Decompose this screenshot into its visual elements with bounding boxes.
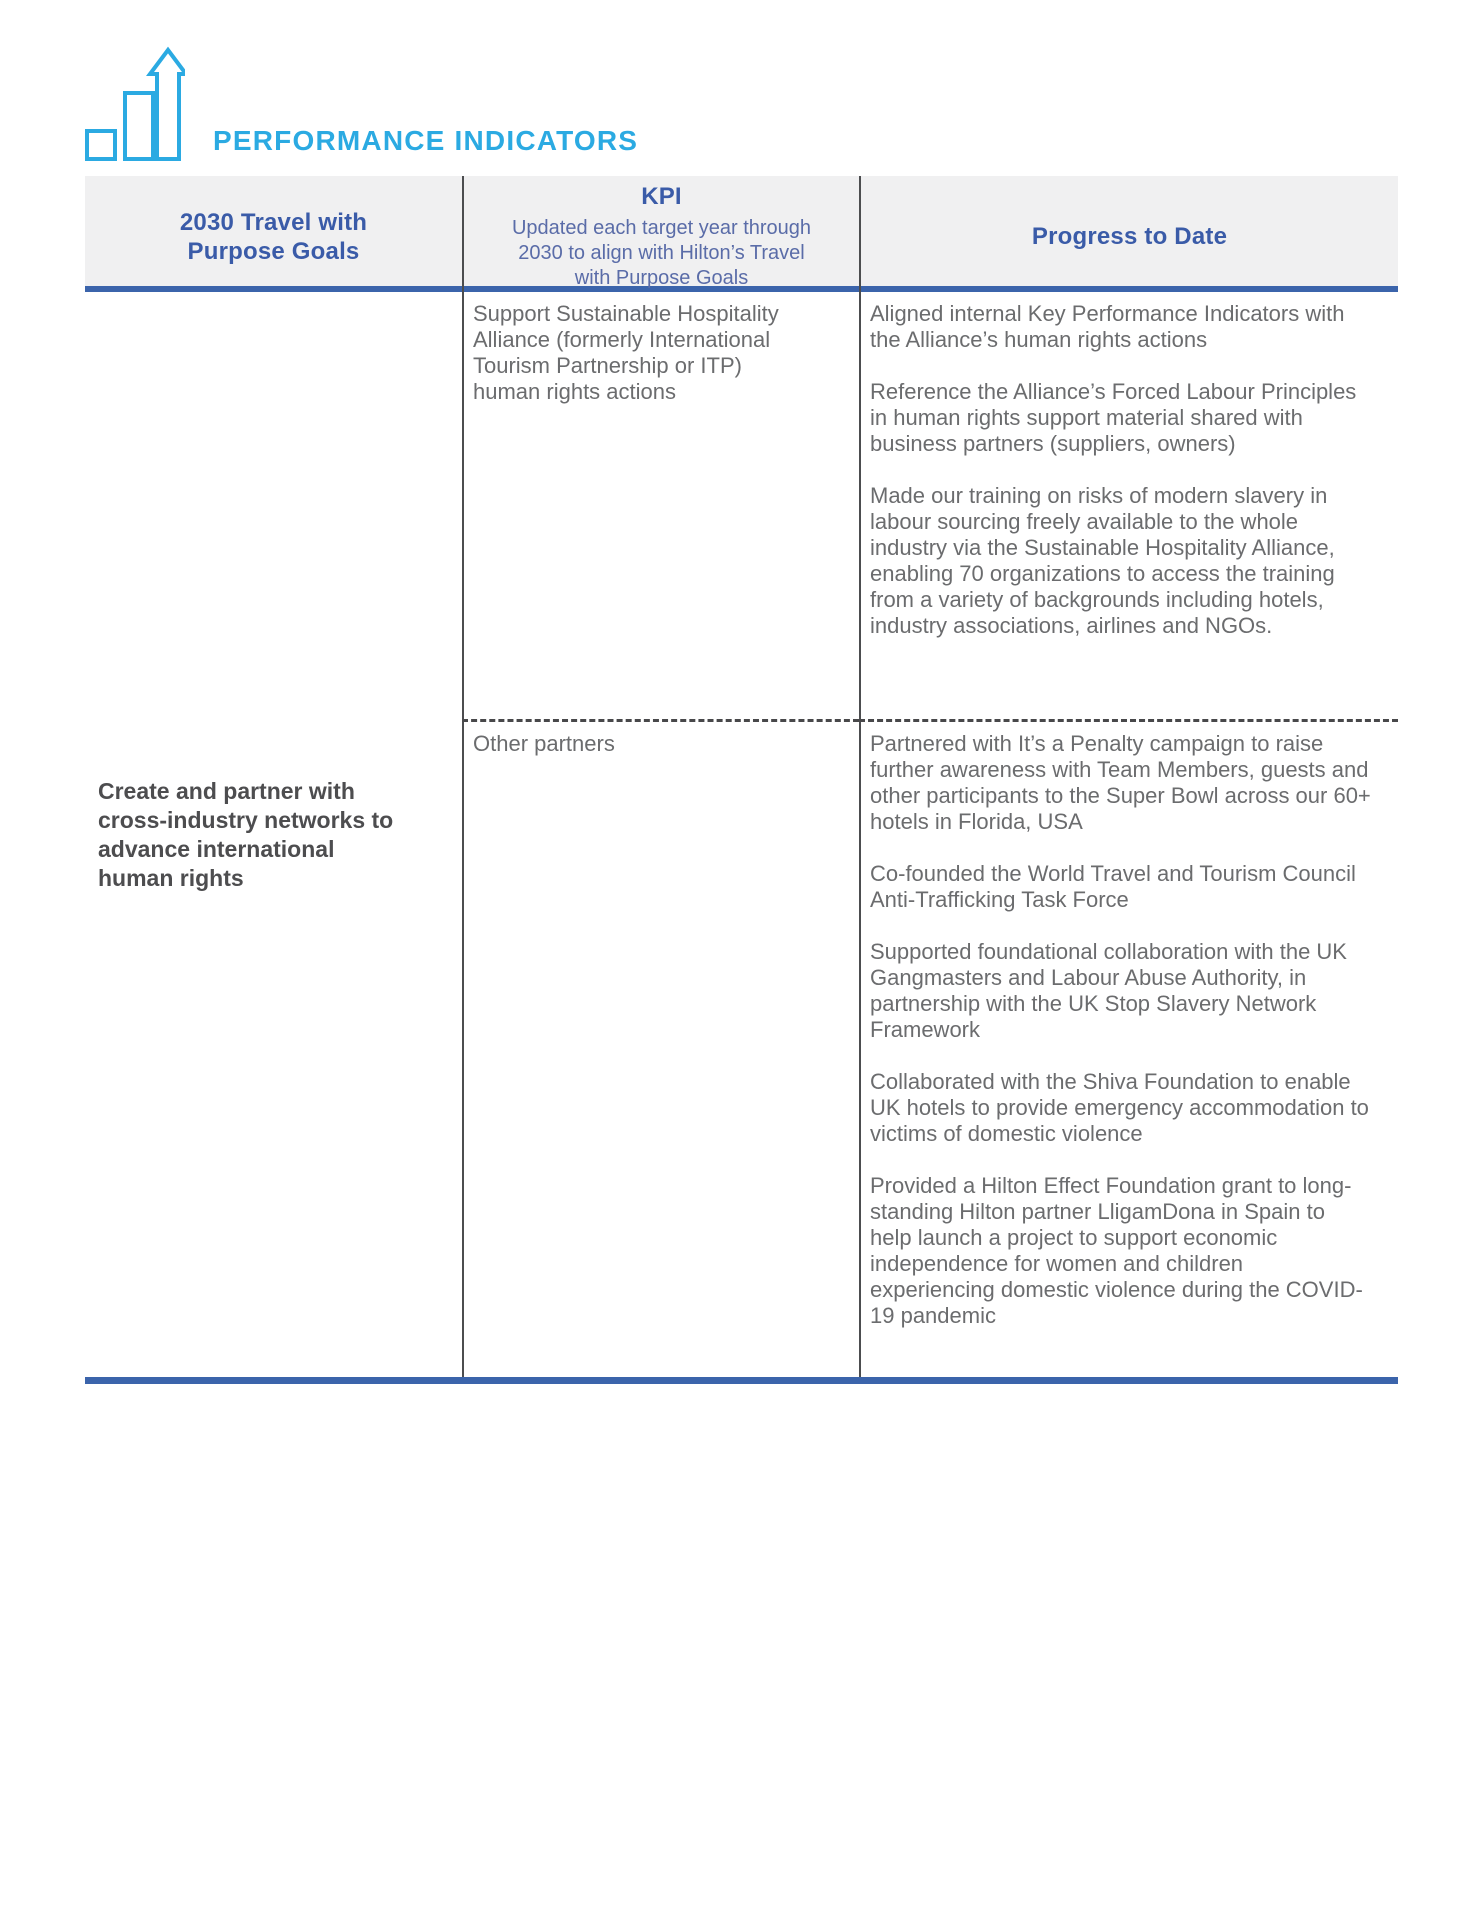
column-header-kpi-sublabel: Updated each target year through 2030 to align with Hilton’s Travel with Purpose Goals [511, 217, 812, 289]
progress-paragraph: Provided a Hilton Effect Foundation grant to long-standing Hilton partner LligamDona in Spain to help launch a project to support economic independence for women and children experiencing domestic violence during the COVID-19 pandemic [870, 1173, 1363, 1328]
column-header-goals [85, 176, 462, 297]
column-header-progress [859, 176, 1398, 297]
progress-paragraph: Reference the Alliance’s Forced Labour Principles in human rights support material shared with business partners (suppliers, owners) [870, 379, 1357, 456]
progress-paragraph: Partnered with It’s a Penalty campaign to raise further awareness with Team Members, guests and other participants to the Super Bowl across our 60+ hotels in Florida, USA [870, 731, 1371, 834]
column-header-goals-label: 2030 Travel with Purpose Goals [179, 208, 368, 265]
table-header-row [85, 176, 1398, 289]
progress-paragraph: Collaborated with the Shiva Foundation to enable UK hotels to provide emergency accommodation to victims of domestic violence [870, 1069, 1369, 1146]
kpi-text: Other partners [473, 731, 615, 756]
table-bottom-rule [85, 1377, 1398, 1384]
progress-paragraph: Supported foundational collaboration with the UK Gangmasters and Labour Abuse Authority, in partnership with the UK Stop Slavery Network Framework [870, 939, 1347, 1042]
progress-paragraph: Made our training on risks of modern slavery in labour sourcing freely available to the whole industry via the Sustainable Hospitality Alliance, enabling 70 organizations to access the training from a variety of backgrounds including hotels, industry associations, airlines and NGOs. [870, 483, 1335, 638]
progress-paragraph: Aligned internal Key Performance Indicators with the Alliance’s human rights actions [870, 301, 1345, 352]
page-header [85, 46, 638, 163]
goal-text: Create and partner with cross-industry networks to advance international human rights [98, 777, 394, 891]
kpi-text: Support Sustainable Hospitality Alliance (formerly International Tourism Partnership or ITP) human rights actions [473, 301, 779, 404]
column-header-progress-label: Progress to Date [1031, 223, 1228, 250]
bar-chart-growth-icon [85, 46, 185, 163]
column-header-kpi [462, 176, 859, 297]
progress-paragraph: Co-founded the World Travel and Tourism Council Anti-Trafficking Task Force [870, 861, 1356, 912]
page-title: PERFORMANCE INDICATORS [213, 125, 639, 156]
progress-cell-row1 [859, 292, 1398, 722]
goal-cell [85, 292, 462, 1377]
table-body [85, 292, 1398, 1377]
performance-indicators-table [85, 176, 1398, 1384]
column-header-kpi-label: KPI [641, 183, 682, 210]
progress-cell-row2 [859, 722, 1398, 1377]
kpi-cell-row2 [462, 722, 859, 1377]
kpi-cell-row1 [462, 292, 859, 722]
